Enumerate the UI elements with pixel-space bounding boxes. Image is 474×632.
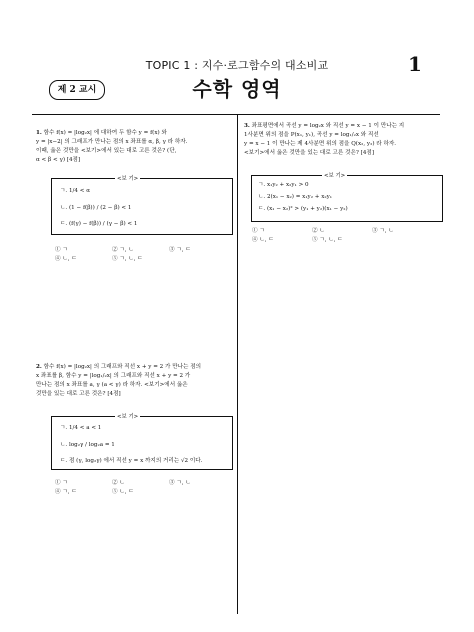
choice-1[interactable]: ① ㄱ — [55, 480, 68, 486]
question-2-line: 2. 함수 f(x) = |log₂x| 의 그래프와 직선 x + y = 2 가 만나는 점의 — [36, 364, 202, 370]
question-3-line: 3. 좌표평면에서 곡선 y = log₂x 와 직선 y = x − 1 이 만나는 지 — [244, 123, 405, 129]
question-2-number: 2. — [36, 364, 42, 370]
topic-title: TOPIC 1 : 지수·로그함수의 대소비교 — [145, 59, 329, 72]
question-3-item-2: ㄴ. 2(x₁ − x₂) = x₁y₂ + x₂y₁ — [258, 194, 333, 200]
subject-title: 수학 영역 — [192, 77, 282, 101]
question-1-item-3: ㄷ. (f(γ) − f(β)) / (γ − β) < 1 — [60, 221, 138, 227]
question-3-bogi-title: <보 기> — [324, 173, 346, 179]
question-3-choices — [252, 227, 442, 245]
choice-2[interactable]: ② ㄱ, ㄴ — [112, 247, 134, 253]
question-1-choices — [55, 246, 235, 264]
question-3-number: 3. — [244, 123, 250, 129]
session-badge: 제 2 교시 — [49, 80, 105, 100]
choice-5[interactable]: ⑤ ㄱ, ㄴ, ㄷ — [312, 237, 343, 243]
question-1-number: 1. — [36, 130, 42, 136]
choice-2[interactable]: ② ㄴ — [112, 480, 125, 486]
column-divider — [237, 114, 238, 614]
choice-4[interactable]: ④ ㄴ, ㄷ — [252, 237, 274, 243]
question-3-item-1: ㄱ. x₁y₂ + x₂y₁ > 0 — [258, 182, 309, 188]
choice-4[interactable]: ④ ㄴ, ㄷ — [55, 256, 77, 262]
page-number: 1 — [408, 52, 422, 76]
choice-5[interactable]: ⑤ ㄱ, ㄴ, ㄷ — [112, 256, 143, 262]
question-2-bogi-title: <보 기> — [117, 414, 139, 420]
question-1-bogi-title: <보 기> — [117, 176, 139, 182]
question-2-line: 만나는 점의 x 좌표를 a, γ (a < γ) 라 하자. <보기>에서 옳은 — [36, 382, 188, 388]
question-2-line: 것만을 있는 대로 고른 것은? [4점] — [36, 391, 121, 397]
choice-4[interactable]: ④ ㄱ, ㄷ — [55, 489, 77, 495]
question-2-item-3: ㄷ. 점 (γ, log₂γ) 에서 직선 y = x 까지의 거리는 √2 이다. — [60, 458, 203, 464]
question-3-line: <보기>에서 옳은 것만을 있는 대로 고른 것은? [4점] — [244, 150, 375, 156]
question-2 — [36, 363, 231, 399]
question-3-item-3: ㄷ. (x₁ − x₂)² > (y₁ + y₂)(x₁ − y₂) — [258, 206, 348, 212]
question-2-item-1: ㄱ. 1/4 < a < 1 — [60, 425, 102, 431]
question-3-line: 1사분면 위의 점을 P(x₁, y₁), 곡선 y = log₁/₂x 와 직선 — [244, 132, 379, 138]
header-divider — [32, 114, 440, 115]
choice-5[interactable]: ⑤ ㄴ, ㄷ — [112, 489, 134, 495]
choice-1[interactable]: ① ㄱ — [252, 228, 265, 234]
question-2-line: x 좌표를 β, 함수 y = |log₁/₂x| 의 그래프와 직선 x + y = 2 가 — [36, 373, 191, 379]
question-1-line: 1. 함수 f(x) = |log₂x| 에 대하여 두 함수 y = f(x) 와 — [36, 130, 167, 136]
question-3 — [244, 122, 444, 158]
choice-2[interactable]: ② ㄴ — [312, 228, 325, 234]
question-1-item-1: ㄱ. 1/4 < α — [60, 188, 90, 194]
question-1-line: 이때, 옳은 것만을 <보기>에서 있는 대로 고른 것은? (단, — [36, 148, 177, 154]
question-1-item-2: ㄴ. (1 − f(β)) / (2 − β) < 1 — [60, 205, 132, 211]
question-3-line: y = x − 1 이 만나는 제 4사분면 위의 점을 Q(x₂, y₂) 라 하자. — [244, 141, 397, 147]
question-2-choices — [55, 479, 235, 497]
question-1-line: α < β < γ) [4점] — [36, 157, 81, 163]
choice-3[interactable]: ③ ㄱ, ㄷ — [169, 247, 191, 253]
question-2-item-2: ㄴ. log₂γ / log₂a = 1 — [60, 442, 115, 448]
choice-3[interactable]: ③ ㄱ, ㄴ — [169, 480, 191, 486]
choice-1[interactable]: ① ㄱ — [55, 247, 68, 253]
choice-3[interactable]: ③ ㄱ, ㄴ — [372, 228, 394, 234]
question-1 — [36, 129, 231, 165]
question-1-line: y = |x−2| 의 그래프가 만나는 점의 x 좌표를 α, β, γ 라 하자. — [36, 139, 188, 145]
